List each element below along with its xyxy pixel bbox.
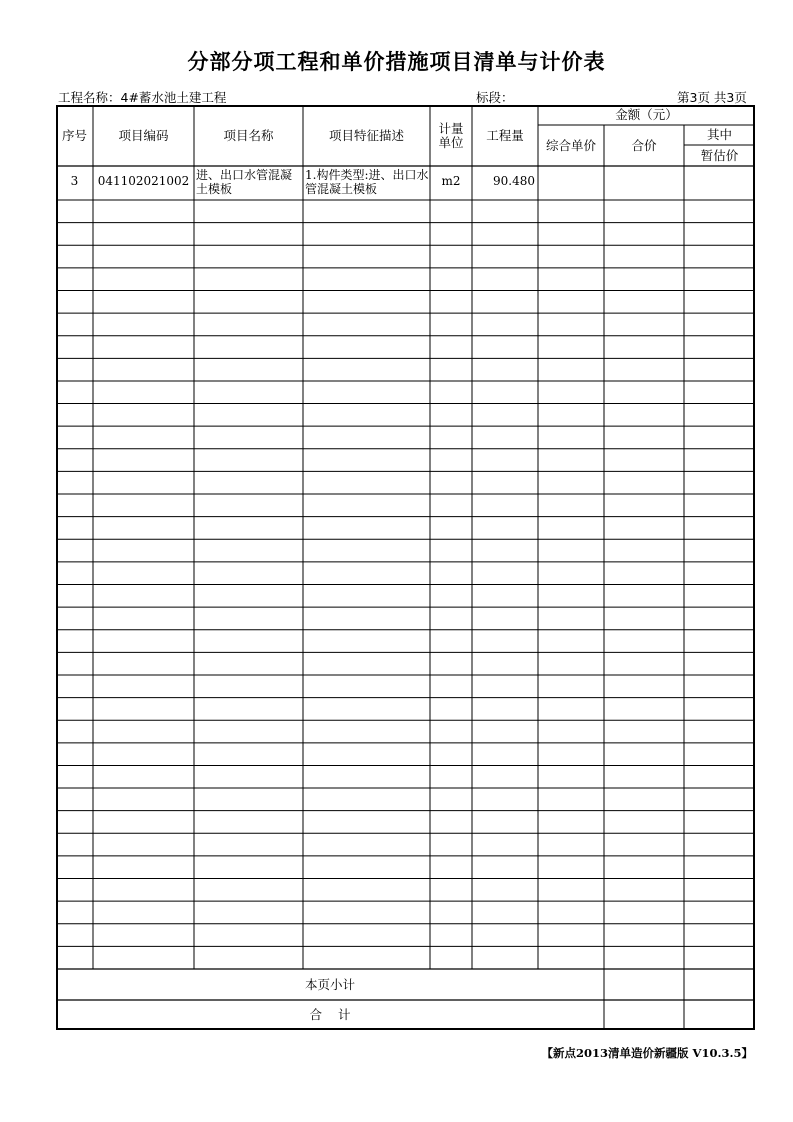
header-provisional: 暂估价 [700, 147, 739, 163]
subtotal-label: 本页小计 [304, 976, 355, 992]
header-unit: 计量 单位 [438, 120, 464, 150]
row-provisional [684, 166, 752, 200]
table-grid-lines [56, 105, 755, 1030]
header-unit-price: 综合单价 [545, 137, 596, 153]
total-label: 合 计 [309, 1007, 351, 1022]
row-unit: m2 [441, 174, 461, 188]
bill-table [56, 105, 755, 1030]
row-total-price [604, 166, 681, 200]
header-name: 项目名称 [223, 127, 274, 143]
row-seq: 3 [70, 174, 79, 188]
software-footer: 【新点2013清单造价新疆版 V10.3.5】 [541, 1046, 753, 1060]
row-name: 进、出口水管混凝土模板 [196, 168, 293, 196]
page-title: 分部分项工程和单价措施项目清单与计价表 [187, 49, 606, 74]
header-qty: 工程量 [486, 127, 524, 143]
row-desc: 1.构件类型:进、出口水管混凝土模板 [305, 168, 429, 196]
page-number: 第3页 共3页 [677, 90, 747, 105]
header-desc: 项目特征描述 [328, 127, 404, 143]
header-seq: 序号 [61, 127, 87, 143]
header-total-price: 合价 [631, 137, 657, 153]
header-code: 项目编码 [118, 127, 169, 143]
project-name: 工程名称：4#蓄水池土建工程 [58, 90, 227, 105]
section-label: 标段： [476, 90, 514, 105]
header-amount: 金额（元） [615, 107, 678, 122]
row-code: 041102021002 [97, 174, 190, 188]
row-unit-price [538, 166, 601, 200]
row-qty: 90.480 [493, 174, 535, 188]
header-of-which: 其中 [706, 127, 732, 142]
